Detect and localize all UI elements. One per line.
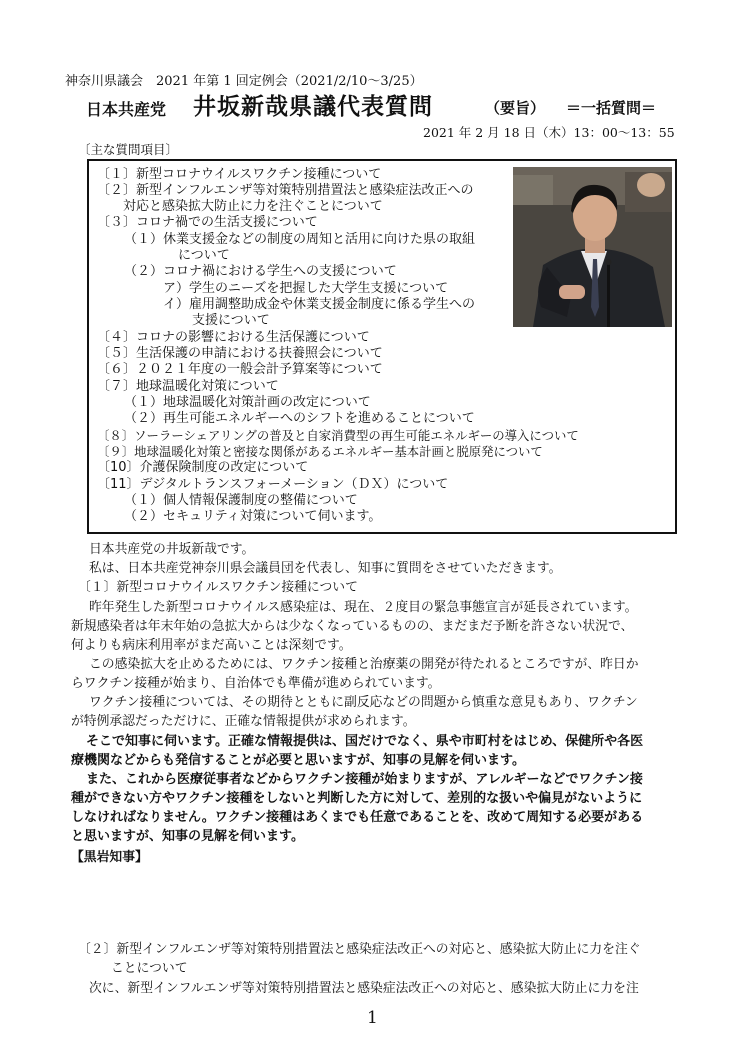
topic-item: 〔１〕新型コロナウイルスワクチン接種について	[97, 167, 382, 182]
session-header: 神奈川県議会 2021 年第 1 回定例会（2021/2/10～3/25）	[65, 74, 423, 89]
topic-item: について	[178, 248, 230, 263]
topic-item: 〔10〕介護保険制度の改定について	[97, 460, 309, 475]
topic-item: （２）再生可能エネルギーへのシフトを進めることについて	[124, 411, 475, 426]
topic-item: 〔７〕地球温暖化対策について	[97, 379, 279, 394]
document-title: 井坂新哉県議代表質問	[193, 94, 433, 120]
topic-item: （１）地球温暖化対策計画の改定について	[124, 395, 371, 410]
body-line: この感染拡大を止めるためには、ワクチン接種と治療薬の開発が待たれるところですが、昨日か	[89, 657, 639, 672]
page-number: 1	[367, 1008, 378, 1028]
body-line: 何よりも病床利用率がまだ高いことは深刻です。	[71, 638, 352, 653]
body-line: 療機関などからも発信することが必要と思いますが、知事の見解を伺います。	[71, 753, 525, 768]
body-line: しなければなりません。ワクチン接種はあくまでも任意であることを、改めて周知する必要がある	[71, 810, 644, 825]
topic-item: 〔５〕生活保護の申請における扶養照会について	[97, 346, 383, 361]
topic-item: 支援について	[192, 313, 270, 328]
section-heading: 〔２〕新型インフルエンザ等対策特別措置法と感染症法改正への対応と、感染拡大防止に力を注ぐ	[78, 942, 641, 957]
party-name: 日本共産党	[86, 100, 167, 119]
topic-item: 〔２〕新型インフルエンザ等対策特別措置法と感染症法改正への	[97, 183, 474, 198]
topic-item: （２）コロナ禍における学生への支援について	[124, 264, 397, 279]
body-line: 昨年発生した新型コロナウイルス感染症は、現在、２度目の緊急事態宣言が延長されています。	[89, 600, 638, 615]
question-format: ＝一括質問＝	[566, 99, 657, 117]
topic-item: 対応と感染拡大防止に力を注ぐことについて	[97, 199, 383, 214]
speaker-label: 【黒岩知事】	[71, 850, 148, 865]
body-line: 種ができない方やワクチン接種をしないと判断した方に対して、差別的な扱いや偏見がないように	[71, 791, 643, 806]
body-line: が特例承認だっただけに、正確な情報提供が求められます。	[71, 714, 416, 729]
topic-item: ア）学生のニーズを把握した大学生支援について	[163, 281, 449, 296]
body-line: と思いますが、知事の見解を伺います。	[71, 829, 304, 844]
topic-item: （１）個人情報保護制度の整備について	[124, 493, 358, 508]
body-line: 次に、新型インフルエンザ等対策特別措置法と感染症法改正への対応と、感染拡大防止に力を注	[89, 981, 639, 996]
speaker-photo-image	[513, 167, 672, 327]
topic-item: （２）セキュリティ対策について伺います。	[124, 509, 382, 524]
topic-item: 〔９〕地球温暖化対策と密接な関係があるエネルギー基本計画と脱原発について	[97, 444, 543, 459]
topic-item: イ）雇用調整助成金や休業支援金制度に係る学生への	[163, 297, 476, 312]
speaker-photo	[513, 167, 672, 327]
body-line: 新規感染者は年末年始の急拡大からは少なくなっているものの、まだまだ予断を許さない状況で、	[71, 619, 634, 634]
topic-item: 〔８〕ソーラーシェアリングの普及と自家消費型の再生可能エネルギーの導入について	[97, 428, 579, 443]
body-line: また、これから医療従事者などからワクチン接種が始まりますが、アレルギーなどでワクチン接	[86, 772, 643, 787]
topics-heading: 〔主な質問項目〕	[78, 142, 179, 157]
topic-item: 〔11〕デジタルトランスフォーメーション（ＤＸ）について	[97, 477, 449, 492]
topic-item: （１）休業支援金などの制度の周知と活用に向けた県の取組	[124, 232, 476, 247]
topic-item: 〔４〕コロナの影響における生活保護について	[97, 330, 370, 345]
session-date: 2021 年 2 月 18 日（木）13：00～13：55	[423, 125, 675, 140]
body-line: らワクチン接種が始まり、自治体でも準備が進められています。	[71, 676, 441, 691]
summary-label: （要旨）	[485, 99, 546, 117]
body-line: ワクチン接種については、その期待とともに副反応などの問題から慎重な意見もあり、ワクチン	[89, 695, 638, 710]
topic-item: 〔３〕コロナ禍での生活支援について	[97, 215, 318, 230]
topic-item: 〔６〕２０２１年度の一般会計予算案等について	[97, 362, 383, 377]
body-line: 私は、日本共産党神奈川県会議員団を代表し、知事に質問をさせていただきます。	[89, 561, 562, 576]
body-line: 日本共産党の井坂新哉です。	[89, 542, 255, 557]
section-heading: ことについて	[111, 961, 188, 976]
body-line: そこで知事に伺います。正確な情報提供は、国だけでなく、県や市町村をはじめ、保健所や各医	[86, 734, 644, 749]
section-heading: 〔１〕新型コロナウイルスワクチン接種について	[78, 580, 358, 595]
